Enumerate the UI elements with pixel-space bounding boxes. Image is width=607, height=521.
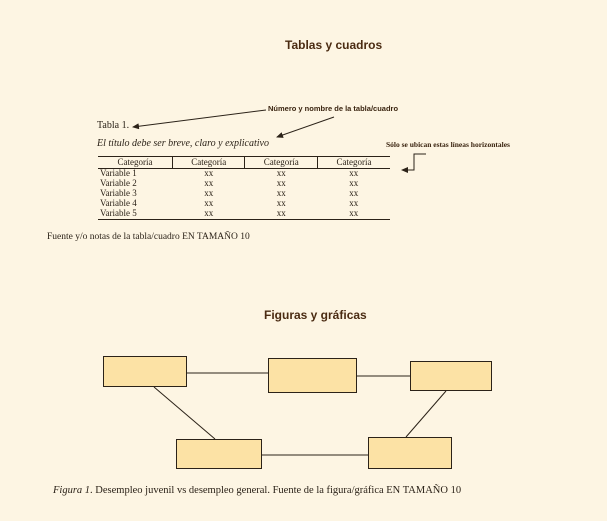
diagram-box-bottom-right <box>368 437 452 469</box>
figure-caption <box>53 485 461 496</box>
diagram-box-top-center <box>268 358 357 393</box>
diagram-box-bottom-left <box>176 439 262 469</box>
column-header: Categoría <box>317 157 390 169</box>
table-cell: xx <box>349 177 359 188</box>
table-cell: Variable 5 <box>98 209 173 219</box>
table-cell: Variable 3 <box>100 188 137 199</box>
column-header: Categoría <box>173 157 245 169</box>
table-source-note: Fuente y/o notas de la tabla/cuadro EN TAMAÑO 10 <box>47 232 250 242</box>
table-cell: xx <box>204 177 214 188</box>
annotation-horizontal-lines: Sólo se ubican estas líneas horizontales <box>386 140 510 149</box>
table-cell: xx <box>173 209 245 219</box>
table-title: El título debe ser breve, claro y explicativo <box>97 138 269 149</box>
table-cell: Variable 1 <box>100 168 137 179</box>
table-cell: xx <box>276 177 286 188</box>
figure-caption-text: . Desempleo juvenil vs desempleo general. Fuente de la figura/gráfica EN TAMAÑO 10 <box>90 485 462 496</box>
table-cell: xx <box>276 168 286 179</box>
table-cell: xx <box>204 198 214 209</box>
table-cell: xx <box>276 188 286 199</box>
table-label: Tabla 1. <box>97 120 130 131</box>
column-header: Categoría <box>245 157 317 169</box>
column-header: Categoría <box>98 157 173 169</box>
table-cell: xx <box>349 168 359 179</box>
tables-heading: Tablas y cuadros <box>285 38 383 52</box>
table-cell: xx <box>204 188 214 199</box>
table-cell: Variable 4 <box>100 198 137 209</box>
connector-line <box>406 391 446 437</box>
table-cell: xx <box>204 168 214 179</box>
diagram-box-top-right <box>410 361 492 391</box>
table-cell: xx <box>245 209 317 219</box>
figure-caption-label: Figura 1 <box>53 485 91 496</box>
table-cell: xx <box>276 198 286 209</box>
table-cell: xx <box>349 188 359 199</box>
diagram-box-top-left <box>103 356 187 387</box>
connector-line <box>154 387 215 439</box>
annotation-table-number: Número y nombre de la tabla/cuadro <box>268 104 399 113</box>
table-cell: Variable 2 <box>100 177 137 188</box>
table-cell: xx <box>349 198 359 209</box>
table-cell: xx <box>317 209 390 219</box>
figures-heading: Figuras y gráficas <box>264 308 367 322</box>
